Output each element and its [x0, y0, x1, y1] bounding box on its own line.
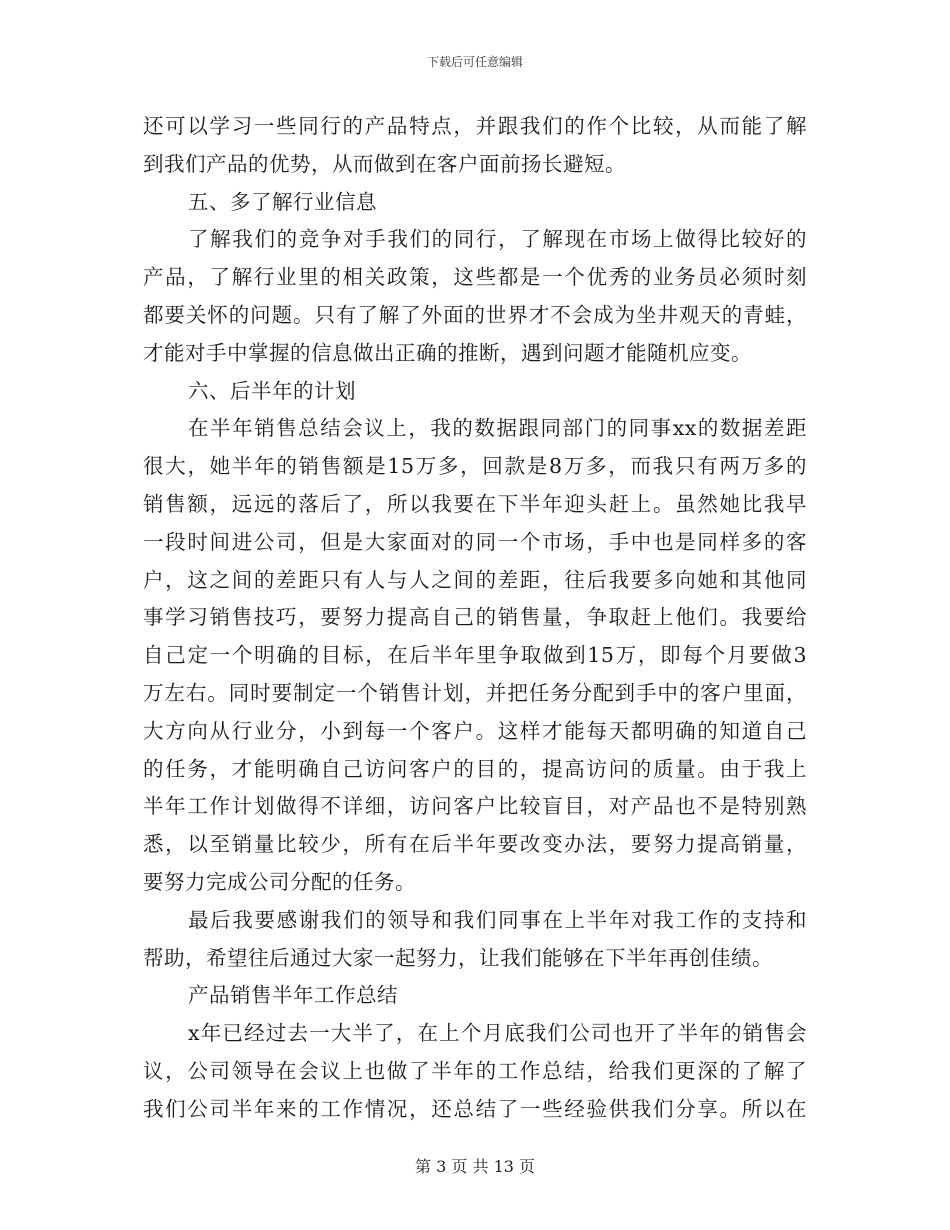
body-line: 都要关怀的问题。只有了解了外面的世界才不会成为坐井观天的青蛙，: [143, 302, 807, 327]
section-heading: 六、后半年的计划: [188, 378, 356, 403]
body-line: 才能对手中掌握的信息做出正确的推断，遇到问题才能随机应变。: [143, 340, 752, 365]
body-line: 帮助，希望往后通过大家一起努力，让我们能够在下半年再创佳绩。: [143, 945, 773, 970]
body-line: 事学习销售技巧，要努力提高自己的销售量，争取赶上他们。我要给: [143, 605, 807, 630]
page-header: 下载后可任意编辑: [426, 55, 523, 69]
body-line: 的任务，才能明确自己访问客户的目的，提高访问的质量。由于我上: [143, 756, 807, 781]
body-line: 户，这之间的差距只有人与人之间的差距，往后我要多向她和其他同: [143, 567, 807, 592]
section-heading: 五、多了解行业信息: [188, 189, 377, 214]
body-line: 大方向从行业分，小到每一个客户。这样才能每天都明确的知道自己: [143, 718, 807, 743]
body-line: 一段时间进公司，但是大家面对的同一个市场，手中也是同样多的客: [143, 529, 807, 554]
body-line: 最后我要感谢我们的领导和我们同事在上半年对我工作的支持和: [188, 907, 807, 932]
body-line: 我们公司半年来的工作情况，还总结了一些经验供我们分享。所以在: [143, 1096, 807, 1121]
body-line: 了解我们的竞争对手我们的同行，了解现在市场上做得比较好的: [188, 227, 807, 252]
body-line: 在半年销售总结会议上，我的数据跟同部门的同事xx的数据差距: [188, 416, 807, 441]
document-body: [143, 108, 807, 1129]
total-word: 共: [472, 1157, 489, 1176]
page-unit: 页: [451, 1157, 468, 1176]
body-line: 自己定一个明确的目标，在后半年里争取做到15万，即每个月要做3: [143, 643, 807, 668]
body-line: 悉，以至销量比较少，所有在后半年要改变办法，要努力提高销量，: [143, 832, 807, 857]
body-line: 还可以学习一些同行的产品特点，并跟我们的作个比较，从而能了解: [143, 114, 807, 138]
page-number: 3: [436, 1157, 447, 1176]
body-line: 要努力完成公司分配的任务。: [143, 869, 416, 894]
total-unit: 页: [519, 1157, 536, 1176]
total-pages: 13: [493, 1157, 514, 1176]
body-line: 产品，了解行业里的相关政策，这些都是一个优秀的业务员必须时刻: [143, 265, 807, 290]
body-line: 很大，她半年的销售额是15万多，回款是8万多，而我只有两万多的: [143, 454, 807, 479]
section-heading: 产品销售半年工作总结: [188, 983, 398, 1008]
body-line: x年已经过去一大半了，在上个月底我们公司也开了半年的销售会: [188, 1021, 807, 1046]
body-line: 议，公司领导在会议上也做了半年的工作总结，给我们更深的了解了: [143, 1058, 807, 1083]
body-line: 万左右。同时要制定一个销售计划，并把任务分配到手中的客户里面，: [143, 680, 807, 705]
body-line: 半年工作计划做得不详细，访问客户比较盲目，对产品也不是特别熟: [143, 794, 807, 819]
body-line: 销售额，远远的落后了，所以我要在下半年迎头赶上。虽然她比我早: [143, 491, 807, 516]
page-footer: [0, 1154, 950, 1177]
body-line: 到我们产品的优势，从而做到在客户面前扬长避短。: [143, 151, 626, 176]
page-word: 第: [414, 1157, 431, 1176]
